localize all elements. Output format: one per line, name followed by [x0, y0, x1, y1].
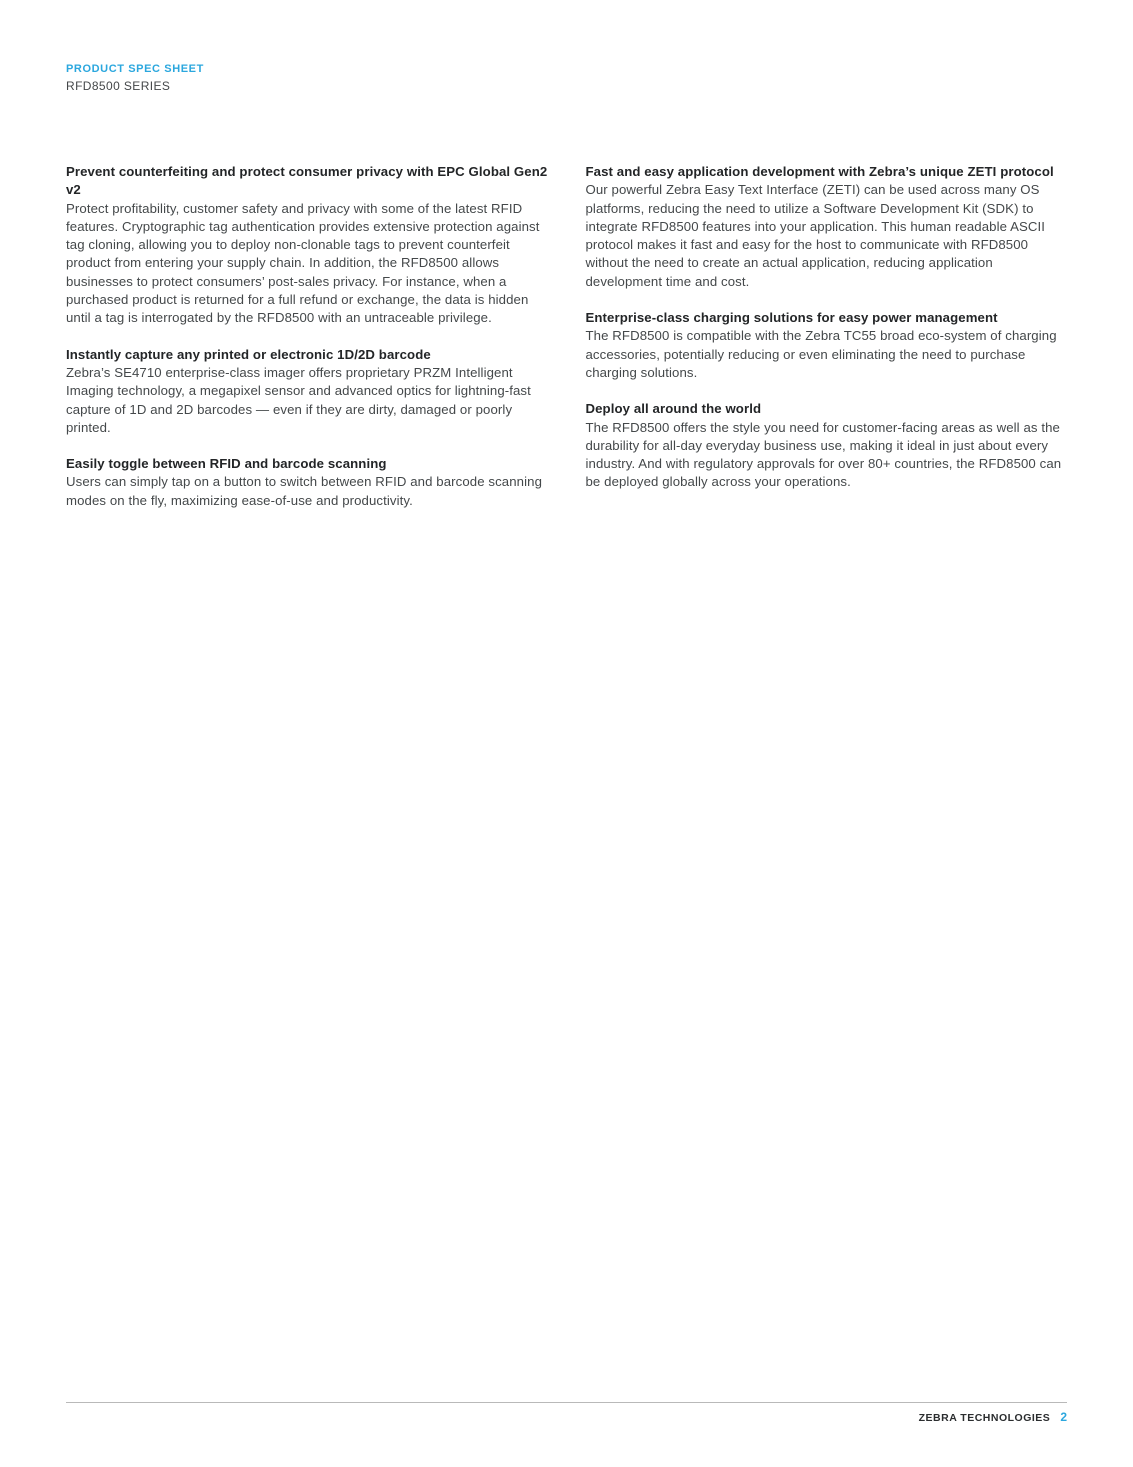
section-body: Zebra’s SE4710 enterprise-class imager offers proprietary PRZM Intelligent Imaging technology, a megapixel sensor and advanced optics for lightning-fast capture of 1D and 2D barcodes — even if they are dirty, damaged or poorly printed.	[66, 364, 531, 435]
section-toggle-rfid	[66, 455, 548, 510]
section-body: The RFD8500 is compatible with the Zebra TC55 broad eco-system of charging accessories, potentially reducing or even eliminating the need to purchase charging solutions.	[585, 328, 1057, 380]
product-spec-sheet-label: PRODUCT SPEC SHEET	[66, 63, 204, 75]
section-zeti-protocol	[586, 163, 1068, 291]
left-column	[66, 163, 548, 510]
two-column-content	[66, 163, 1067, 510]
document-header	[66, 62, 204, 95]
footer-company-name: ZEBRA TECHNOLOGIES	[918, 1412, 1051, 1424]
page-number: 2	[1060, 1410, 1067, 1424]
section-body: Protect profitability, customer safety and privacy with some of the latest RFID features. Cryptographic tag authentication provides extensive protection against tag cloning, allowing you to deploy non-clonable tags to prevent counterfeit product from entering your supply chain. In addition, the RFD8500 allows businesses to protect consumers’ post-sales privacy. For instance, when a purchased product is returned for a full refund or exchange, the data is hidden until a tag is interrogated by the RFD8500 with an untraceable privilege.	[66, 200, 540, 326]
section-heading: Instantly capture any printed or electronic 1D/2D barcode	[66, 346, 431, 362]
section-heading: Enterprise-class charging solutions for easy power management	[585, 310, 998, 326]
section-deploy-world	[586, 400, 1068, 491]
section-instant-capture	[66, 346, 548, 437]
section-heading: Easily toggle between RFID and barcode scanning	[66, 456, 387, 472]
right-column	[586, 163, 1068, 510]
section-body: Users can simply tap on a button to switch between RFID and barcode scanning modes on the fly, maximizing ease-of-use and productivity.	[66, 474, 543, 508]
document-footer	[919, 1410, 1067, 1424]
section-body: Our powerful Zebra Easy Text Interface (ZETI) can be used across many OS platforms, reducing the need to utilize a Software Development Kit (SDK) to integrate RFD8500 features into your application. This human readable ASCII protocol makes it fast and easy for the host to communicate with RFD8500 without the need to create an actual application, reducing application development time and cost.	[585, 182, 1046, 289]
section-heading: Deploy all around the world	[585, 401, 762, 417]
footer-divider	[66, 1402, 1067, 1403]
section-heading: Fast and easy application development with Zebra’s unique ZETI protocol	[585, 164, 1054, 179]
section-charging-solutions	[586, 309, 1068, 382]
section-prevent-counterfeiting	[66, 163, 548, 328]
section-body: The RFD8500 offers the style you need for customer-facing areas as well as the durability for all-day everyday business use, making it ideal in just about every industry. And with regulatory approvals for over 80+ countries, the RFD8500 can be deployed globally across your operations.	[585, 419, 1062, 490]
section-heading: Prevent counterfeiting and protect consumer privacy with EPC Global Gen2 v2	[66, 164, 548, 198]
series-title: RFD8500 SERIES	[66, 79, 171, 93]
